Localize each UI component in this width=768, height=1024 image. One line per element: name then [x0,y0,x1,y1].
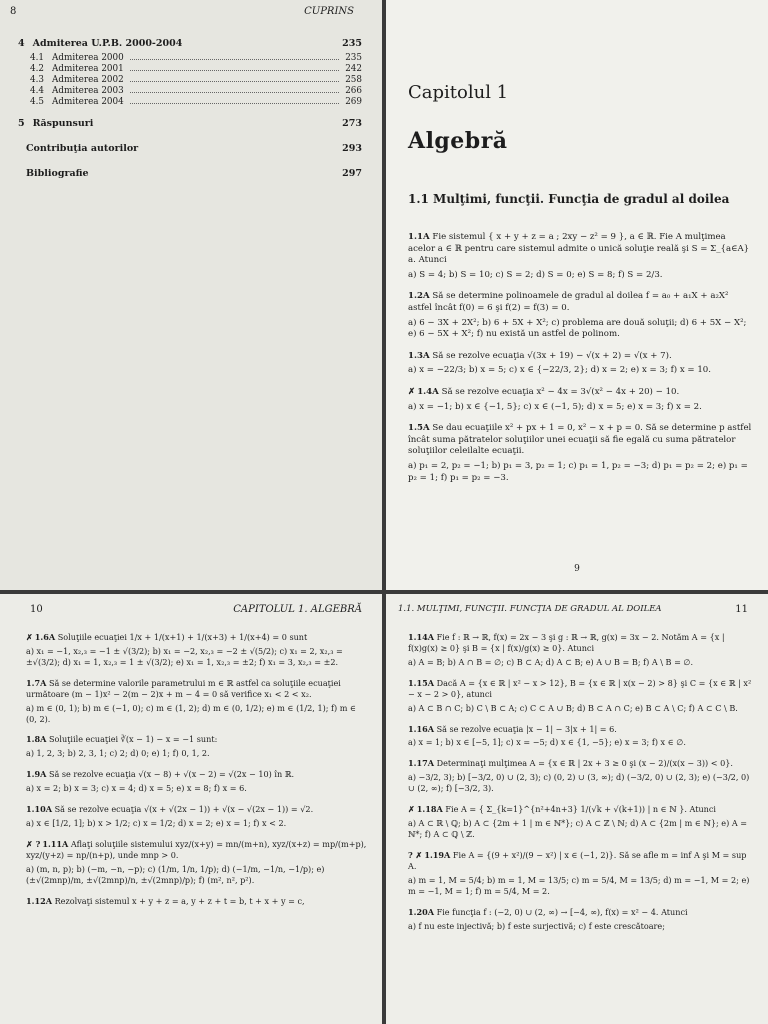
problem-statement [408,423,754,458]
problem-item [26,769,368,794]
problem-id: 1.16A [408,723,434,734]
problem-statement [408,678,754,700]
problem-id: 1.19A [424,849,451,860]
toc-entry-page: 235 [342,38,362,49]
problem-statement [408,351,754,363]
toc-entry-label: Admiterea 2004 [52,97,124,107]
toc-entry-label: Bibliografie [26,168,89,179]
problem-item [26,632,368,668]
page-10 [0,594,382,1024]
problem-text: Fie funcţia f : (−2, 0) ∪ (2, ∞) → [−4, ∞), f(x) = x² − 4. Atunci [436,906,688,917]
handwritten-mark: ✗ [408,804,415,815]
problem-id: 1.3A [408,350,430,361]
toc-entry-number: 4 [18,38,25,49]
problem-item [408,804,754,840]
handwritten-mark: ✗ [408,386,416,397]
answer-choices: a) x ∈ [1/2, 1]; b) x > 1/2; c) x = 1/2; d) x = 2; e) x = 1; f) x < 2. [26,818,287,829]
problem-id: 1.15A [408,677,434,688]
problem-item [26,839,368,886]
problem-item [408,678,754,714]
problem-item [408,850,754,897]
problem-id: 1.10A [26,804,52,815]
problem-text: Să se rezolve ecuaţia √(x + √(2x − 1)) + √(x − √(2x − 1)) = √2. [54,804,314,815]
problem-statement [408,291,754,314]
toc-entry-page: 235 [345,53,362,63]
answer-choices: a) −3/2, 3); b) [−3/2, 0) ∪ (2, 3); c) (0, 2) ∪ (3, ∞); d) (−3/2, 0) ∪ (2, 3); e) (−3/2, 0) ∪ (2, ∞); f) [−3/2, 3). [408,772,750,794]
answer-choices: a) x₁ = −1, x₂,₃ = −1 ± √(3/2); b) x₁ = −2, x₂,₃ = −2 ± √(5/2); c) x₁ = 2, x₂,₃ = ±√(3/2); d) x₁ = 1, x₂,₃ = 1 ± √(3/2); e) x₁ = 1, x₂,₃ = ±2; f) x₁ = 3, x₂,₃ = ±2. [26,645,343,667]
running-head: CAPITOLUL 1. ALGEBRĂ [233,604,362,615]
problem-statement [408,632,754,654]
toc-section-entry [18,75,362,85]
page-11 [386,594,768,1024]
toc-entry-number: 4.3 [30,75,44,85]
running-head: 1.1. MULŢIMI, FUNCŢII. FUNCŢIA DE GRADUL AL DOILEA [398,604,662,614]
problem-statement [408,232,754,267]
page-number: 8 [10,6,17,17]
toc-leader-dots [130,86,339,93]
problem-text: Soluţiile ecuaţiei 1/x + 1/(x+1) + 1/(x+3) + 1/(x+4) = 0 sunt [57,632,308,642]
answer-choices: a) p₁ = 2, p₂ = −1; b) p₁ = 3, p₂ = 1; c) p₁ = 1, p₂ = −3; d) p₁ = p₂ = 2; e) p₁ = p₂ = 1; f) p₁ = p₂ = −3. [408,460,748,483]
problem-statement [26,896,368,907]
problem-id: 1.14A [408,632,434,642]
problem-text: Să se rezolve ecuaţia √(x − 8) + √(x − 2) = √(2x − 10) în ℝ. [48,769,295,780]
toc-entry-page: 258 [345,75,362,85]
problem-text: Să se rezolve ecuaţia x² − 4x = 3√(x² − 4x + 20) − 10. [441,386,680,397]
toc-entry-number: 4.4 [30,86,44,96]
toc-leader-dots [130,75,339,82]
problem-text: Fie A = {(9 + x²)/(9 − x²) | x ∈ (−1, 2)}. Să se afle m = inf A şi M = sup A. [408,849,747,871]
problem-text: Se dau ecuaţiile x² + px + 1 = 0, x² − x + p = 0. Să se determine p astfel încât suma pătratelor soluţiilor unei ecuaţii să fie egală cu suma pătratelor soluţiilor celeilalte ecuaţii. [408,423,752,457]
answer-choices: a) 1, 2, 3; b) 2, 3, 1; c) 2; d) 0; e) 1; f) 0, 1, 2. [26,748,210,759]
toc-section-entry [18,64,362,74]
problem-id: 1.20A [408,906,434,917]
toc-entry-page: 242 [345,64,362,74]
answer-choices: a) (m, n, p); b) (−m, −n, −p); c) (1/m, 1/n, 1/p); d) (−1/m, −1/n, −1/p); e) (±√(2mnp)/m, ±√(2mnp)/n, ±√(2mnp)/p); f) (m², n², p²). [26,863,325,885]
handwritten-mark: ✗ ? [26,838,41,849]
problem-text: Rezolvaţi sistemul x + y + z = a, y + z + t = b, t + x + y = c, [54,895,305,906]
answer-choices: a) S = 4; b) S = 10; c) S = 2; d) S = 0; e) S = 8; f) S = 2/3. [408,269,663,280]
toc-chapter-entry [18,38,362,49]
problem-text: Dacă A = {x ∈ ℝ | x² − x > 12}, B = {x ∈ ℝ | x(x − 2) > 8} şi C = {x ∈ ℝ | x² − x − 2 > 0}, atunci [408,677,752,699]
toc-entry-number: 4.5 [30,97,44,107]
problem-statement [408,758,754,769]
toc-entry-page: 269 [345,97,362,107]
toc-section-entry [18,86,362,96]
problem-statement [26,804,368,815]
problem-text: Să se rezolve ecuaţia |x − 1| − 3|x + 1| = 6. [436,723,617,734]
problem-id: 1.17A [408,758,434,769]
problem-statement [408,907,754,918]
problem-item [408,291,754,340]
problem-id: 1.12A [26,895,52,906]
answer-choices: a) A ⊂ B ∩ C; b) C \ B ⊂ A; c) C ⊂ A ∪ B; d) B ⊂ A ∩ C; e) B ⊂ A \ C; f) A ⊂ C \ B. [408,702,738,713]
toc-entry-number: 4.1 [30,53,44,63]
toc-leader-dots [130,97,339,104]
problem-list [408,632,754,941]
problem-id: 1.4A [417,386,439,397]
toc-entry-page: 273 [342,118,362,129]
toc-entry-label: Răspunsuri [32,118,94,129]
toc-entry-label: Admiterea 2003 [52,86,124,96]
handwritten-mark: ? ✗ [408,849,423,860]
page-number: 11 [735,604,748,615]
answer-choices: a) m = 1, M = 5/4; b) m = 1, M = 13/5; c) m = 5/4, M = 13/5; d) m = −1, M = 2; e) m = −1, M = 1; f) m = 5/4, M = 2. [408,874,750,896]
problem-text: Să se determine polinoamele de gradul al doilea f = a₀ + a₁X + a₂X² astfel încât f(0) = 6 şi f(2) = f(3) = 0. [408,291,729,313]
problem-item [408,632,754,668]
problem-id: 1.8A [26,734,47,745]
problem-item [408,351,754,377]
chapter-title: Algebră [408,128,508,154]
problem-statement [408,724,754,735]
page-8 [0,0,382,590]
answer-choices: a) A ⊂ ℝ \ ℚ; b) A ⊂ {2m + 1 | m ∈ ℕ*}; c) A ⊂ ℤ \ ℕ; d) A ⊂ {2m | m ∈ ℕ}; e) A = ℕ*; f) A ⊂ ℚ \ ℤ. [408,818,748,839]
problem-item [26,678,368,725]
page-number: 9 [574,564,580,574]
toc-entry-number: 5 [18,118,25,129]
toc-entry-page: 293 [342,143,362,154]
section-title: 1.1 Mulţimi, funcţii. Funcţia de gradul al doilea [408,192,730,206]
problem-item [26,896,368,907]
toc-chapter-entry [18,143,362,154]
answer-choices: a) x = −22/3; b) x = 5; c) x ∈ {−22/3, 2}; d) x = 2; e) x = 3; f) x = 10. [408,365,712,376]
toc-chapter-entry [18,168,362,179]
problem-statement [408,387,754,399]
toc-entry-label: Admiterea 2001 [52,64,124,74]
problem-id: 1.5A [408,423,430,434]
problem-text: Fie f : ℝ → ℝ, f(x) = 2x − 3 şi g : ℝ → ℝ, g(x) = 3x − 2. Notăm A = {x | f(x)g(x) ≥ 0} şi B = {x | f(x)/g(x) ≥ 0}. Atunci [408,632,725,653]
problem-text: Soluţiile ecuaţiei ∛(x − 1) − x = −1 sunt: [48,734,218,745]
problem-list [26,632,368,917]
problem-item [408,907,754,932]
problem-id: 1.6A [34,632,56,642]
toc-section-entry [18,97,362,107]
toc-entry-label: Admiterea 2000 [52,53,124,63]
chapter-label: Capitolul 1 [408,82,509,103]
problem-id: 1.9A [26,769,47,780]
toc-leader-dots [130,64,339,71]
toc-entry-number: 4.2 [30,64,44,74]
answer-choices: a) f nu este injectivă; b) f este surjectivă; c) f este crescătoare; [408,920,665,931]
problem-statement [26,839,368,861]
toc-section-entry [18,53,362,63]
problem-item [408,387,754,413]
problem-statement [26,734,368,745]
problem-list [408,232,754,494]
problem-text: Fie A = { Σ_{k=1}^{n²+4n+3} 1/(√k + √(k+1)) | n ∈ ℕ }. Atunci [445,804,717,815]
problem-id: 1.11A [42,838,69,849]
toc-entry-page: 266 [345,86,362,96]
problem-item [26,734,368,759]
problem-statement [408,804,754,815]
answer-choices: a) x = 2; b) x = 3; c) x = 4; d) x = 5; e) x = 8; f) x = 6. [26,783,247,794]
problem-text: Determinaţi mulţimea A = {x ∈ ℝ | 2x + 3 ≥ 0 şi (x − 2)/(x(x − 3)) < 0}. [436,758,733,769]
table-of-contents [18,38,362,183]
problem-statement [26,632,368,643]
problem-item [408,232,754,281]
problem-text: Să se rezolve ecuaţia √(3x + 19) − √(x + 2) = √(x + 7). [432,350,672,361]
problem-id: 1.2A [408,291,430,302]
problem-text: Să se determine valorile parametrului m ∈ ℝ astfel ca soluţiile ecuaţiei următoare (m − 1)x² − 2(m − 2)x + m − 4 = 0 să verifice x₁ < 2 < x₂. [26,677,341,699]
problem-item [408,423,754,484]
problem-item [26,804,368,829]
toc-chapter-entry [18,118,362,129]
problem-text: Aflaţi soluţiile sistemului xyz/(x+y) = mn/(m+n), xyz/(x+z) = mp/(m+p), xyz/(y+z) = np/(n+p), unde mnp > 0. [26,838,367,860]
problem-id: 1.18A [416,804,443,815]
running-head: CUPRINS [304,6,354,17]
page-9 [386,0,768,590]
page-number: 10 [30,604,43,615]
toc-entry-label: Admiterea 2002 [52,75,124,85]
problem-statement [26,678,368,700]
problem-id: 1.1A [408,232,430,242]
problem-text: Fie sistemul { x + y + z = a ; 2xy − z² = 9 }, a ∈ ℝ. Fie A mulţimea acelor a ∈ ℝ pentru care sistemul admite o unică soluţie reală şi S = Σ_{a∈A} a. Atunci [408,232,750,266]
toc-leader-dots [130,53,339,60]
toc-entry-label: Admiterea U.P.B. 2000-2004 [32,38,183,49]
answer-choices: a) x = −1; b) x ∈ {−1, 5}; c) x ∈ (−1, 5); d) x = 5; e) x = 3; f) x = 2. [408,401,702,412]
answer-choices: a) m ∈ (0, 1); b) m ∈ (−1, 0); c) m ∈ (1, 2); d) m ∈ (0, 1/2); e) m ∈ (1/2, 1); f) m ∈ (0, 2). [26,702,357,724]
problem-statement [26,769,368,780]
problem-item [408,724,754,749]
toc-entry-page: 297 [342,168,362,179]
problem-statement [408,850,754,872]
problem-item [408,758,754,794]
answer-choices: a) x = 1; b) x ∈ [−5, 1]; c) x = −5; d) x ∈ {1, −5}; e) x = 3; f) x ∈ ∅. [408,737,686,748]
answer-choices: a) A = B; b) A ∩ B = ∅; c) B ⊂ A; d) A ⊂ B; e) A ∪ B = B; f) A \ B = ∅. [408,656,694,667]
problem-id: 1.7A [26,677,47,688]
answer-choices: a) 6 − 3X + 2X²; b) 6 + 5X + X²; c) problema are două soluţii; d) 6 + 5X − X²; e) 6 − 5X + X²; f) nu există un astfel de polinom. [408,317,747,340]
toc-entry-label: Contribuţia autorilor [26,143,139,154]
handwritten-mark: ✗ [26,632,33,642]
